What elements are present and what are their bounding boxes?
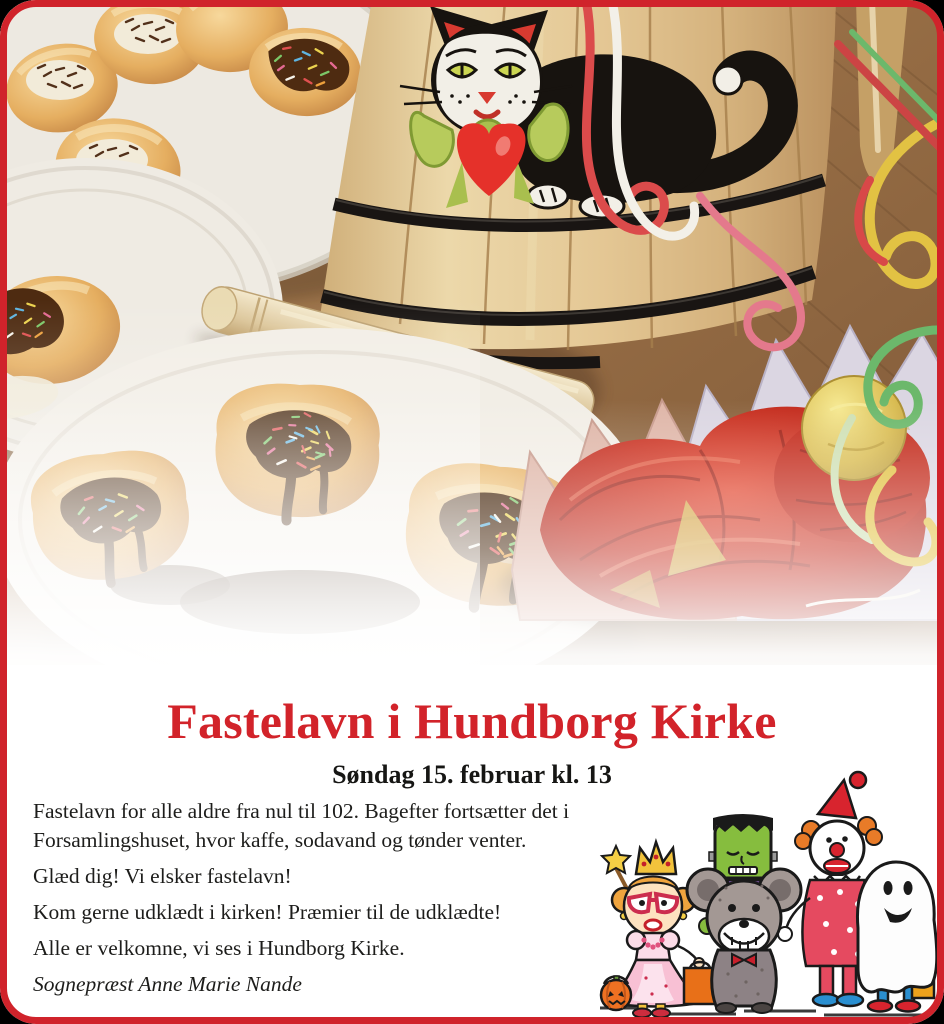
body-paragraph: Alle er velkomne, vi ses i Hundborg Kirke.: [33, 936, 405, 960]
body-paragraph: Glæd dig! Vi elsker fastelavn!: [33, 864, 292, 888]
flyer-subtitle: Søndag 15. februar kl. 13: [332, 760, 612, 789]
flyer-body: [33, 797, 599, 1006]
flyer-title: Fastelavn i Hundborg Kirke: [167, 693, 777, 749]
body-paragraph: Kom gerne udklædt i kirken! Præmier til de udklædte!: [33, 900, 502, 924]
body-paragraph: Fastelavn for alle aldre fra nul til 102. Bagefter fortsætter det i Forsamlingshuset, hvor kaffe, sodavand og tønder venter.: [33, 799, 570, 852]
signature-line: Sognepræst Anne Marie Nande: [33, 972, 302, 996]
pumpkin-bag: [601, 976, 631, 1010]
costumed-children-illustration: [585, 768, 937, 1018]
ghost-character: [857, 862, 936, 1012]
